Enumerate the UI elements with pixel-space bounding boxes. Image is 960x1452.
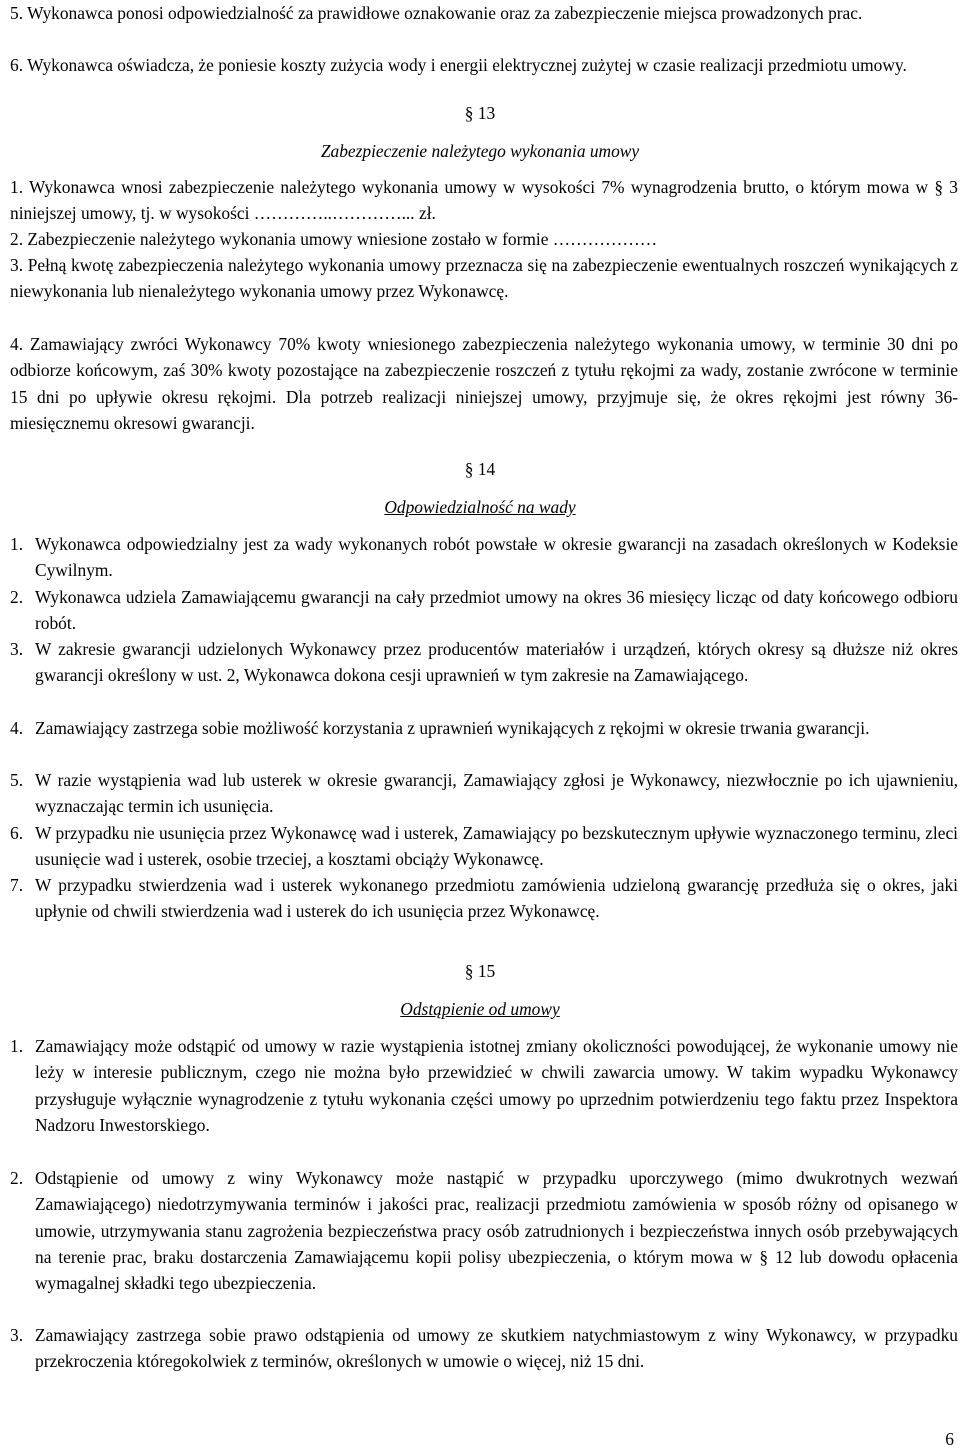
item-text: Wykonawca wnosi zabezpieczenie należytego wykonania umowy w wysokości 7% wynagrodzenia brutto, o którym mowa w § 3 niniejszej umowy, tj. w wysokości …………..…………... zł. bbox=[10, 177, 958, 224]
list-item bbox=[10, 584, 958, 637]
section-title: Odpowiedzialność na wady bbox=[384, 497, 576, 517]
list-item bbox=[10, 531, 958, 584]
item-text: W razie wystąpienia wad lub usterek w okresie gwarancji, Zamawiający zgłosi je Wykonawcy, niezwłocznie po ich ujawnieniu, wyznaczając termin ich usunięcia. bbox=[35, 770, 958, 817]
item-number: 1. bbox=[10, 177, 24, 197]
item-number: 2. bbox=[10, 229, 24, 249]
list-item bbox=[10, 252, 958, 305]
list-item bbox=[10, 226, 958, 252]
section-title: Zabezpieczenie należytego wykonania umowy bbox=[320, 141, 640, 161]
item-text: Wykonawca odpowiedzialny jest za wady wykonanych robót powstałe w okresie gwarancji na zasadach określonych w Kodeksie Cywilnym. bbox=[35, 534, 958, 581]
item-number: 3. bbox=[10, 639, 24, 659]
item-text: Wykonawca ponosi odpowiedzialność za prawidłowe oznakowanie oraz za zabezpieczenie miejsca prowadzonych prac. bbox=[27, 3, 863, 23]
list-item bbox=[10, 0, 958, 26]
page-number: 6 bbox=[945, 1429, 954, 1449]
item-number: 2. bbox=[10, 1168, 24, 1188]
section-title: Odstąpienie od umowy bbox=[400, 999, 560, 1019]
item-number: 1. bbox=[10, 1036, 24, 1056]
item-text: Wykonawca oświadcza, że poniesie koszty zużycia wody i energii elektrycznej zużytej w czasie realizacji przedmiotu umowy. bbox=[27, 55, 907, 75]
item-text: W przypadku stwierdzenia wad i usterek wykonanego przedmiotu zamówienia udzieloną gwarancję przedłuża się o okres, jaki upłynie od chwili stwierdzenia wad i usterek do ich usunięcia przez Wykonawcę. bbox=[35, 875, 958, 922]
section-number: § 13 bbox=[464, 103, 496, 123]
item-number: 4. bbox=[10, 334, 24, 354]
list-item bbox=[10, 1165, 958, 1296]
item-text: W przypadku nie usunięcia przez Wykonawcę wad i usterek, Zamawiający po bezskutecznym upływie wyznaczonego terminu, zleci usunięcie wad i usterek, osobie trzeciej, a kosztami obciąży Wykonawcę. bbox=[35, 823, 958, 870]
list-item bbox=[10, 715, 958, 741]
list-item bbox=[10, 872, 958, 925]
list-item bbox=[10, 1322, 958, 1375]
item-number: 4. bbox=[10, 718, 24, 738]
list-item bbox=[10, 767, 958, 820]
item-number: 6. bbox=[10, 55, 24, 75]
section-number: § 15 bbox=[464, 961, 496, 981]
item-number: 7. bbox=[10, 875, 24, 895]
item-text: W zakresie gwarancji udzielonych Wykonawcy przez producentów materiałów i urządzeń, których okresy są dłuższe niż okres gwarancji określony w ust. 2, Wykonawca dokona cesji uprawnień w tym zakresie na Zamawiającego. bbox=[35, 639, 958, 686]
item-text: Zamawiający zastrzega sobie możliwość korzystania z uprawnień wynikających z rękojmi w okresie trwania gwarancji. bbox=[35, 718, 870, 738]
item-text: Odstąpienie od umowy z winy Wykonawcy może nastąpić w przypadku uporczywego (mimo dwukrotnych wezwań Zamawiającego) niedotrzymywania terminów i jakości prac, realizacji przedmiotu zamówienia w sposób różny od opisanego w umowie, utrzymywania stanu zagrożenia bezpieczeństwa pracy osób zatrudnionych i bezpieczeństwa innych osób przebywających na terenie prac, braku dostarczenia Zamawiającemu kopii polisy ubezpieczenia, o którym mowa w § 12 lub dowodu opłacenia wymagalnej składki tego ubezpieczenia. bbox=[35, 1168, 958, 1294]
item-text: Zamawiający może odstąpić od umowy w razie wystąpienia istotnej zmiany okoliczności powodującej, że wykonanie umowy nie leży w interesie publicznym, czego nie można było przewidzieć w chwili zawarcia umowy. W takim wypadku Wykonawcy przysługuje wyłącznie wynagrodzenie z tytułu wykonania części umowy po uprzednim potwierdzeniu tego faktu przez Inspektora Nadzoru Inwestorskiego. bbox=[35, 1036, 958, 1135]
item-number: 5. bbox=[10, 3, 24, 23]
item-number: 3. bbox=[10, 255, 24, 275]
item-number: 5. bbox=[10, 770, 24, 790]
section-number: § 14 bbox=[464, 459, 496, 479]
list-item bbox=[10, 52, 958, 78]
item-number: 6. bbox=[10, 823, 24, 843]
item-text: Zamawiający zastrzega sobie prawo odstąpienia od umowy ze skutkiem natychmiastowym z winy Wykonawcy, w przypadku przekroczenia któregokolwiek z terminów, określonych w umowie o więcej, niż 15 dni. bbox=[35, 1325, 958, 1372]
list-item bbox=[10, 174, 958, 227]
item-text: Zamawiający zwróci Wykonawcy 70% kwoty wniesionego zabezpieczenia należytego wykonania umowy, w terminie 30 dni po odbiorze końcowym, zaś 30% kwoty pozostające na zabezpieczenie roszczeń z tytułu rękojmi za wady, zostanie zwrócone w terminie 15 dni po upływie okresu rękojmi. Dla potrzeb realizacji niniejszej umowy, przyjmuje się, że okres rękojmi jest równy 36-miesięcznemu okresowi gwarancji. bbox=[10, 334, 958, 433]
list-item bbox=[10, 636, 958, 689]
item-text: Zabezpieczenie należytego wykonania umowy wniesione zostało w formie ……………… bbox=[27, 229, 658, 249]
list-item bbox=[10, 820, 958, 873]
item-text: Pełną kwotę zabezpieczenia należytego wykonania umowy przeznacza się na zabezpieczenie ewentualnych roszczeń wynikających z niewykonania lub nienależytego wykonania umowy przez Wykonawcę. bbox=[10, 255, 958, 302]
item-text: Wykonawca udziela Zamawiającemu gwarancji na cały przedmiot umowy na okres 36 miesięcy licząc od daty końcowego odbioru robót. bbox=[35, 587, 958, 634]
item-number: 3. bbox=[10, 1325, 24, 1345]
item-number: 2. bbox=[10, 587, 24, 607]
list-item bbox=[10, 1033, 958, 1138]
list-item bbox=[10, 331, 958, 436]
item-number: 1. bbox=[10, 534, 24, 554]
